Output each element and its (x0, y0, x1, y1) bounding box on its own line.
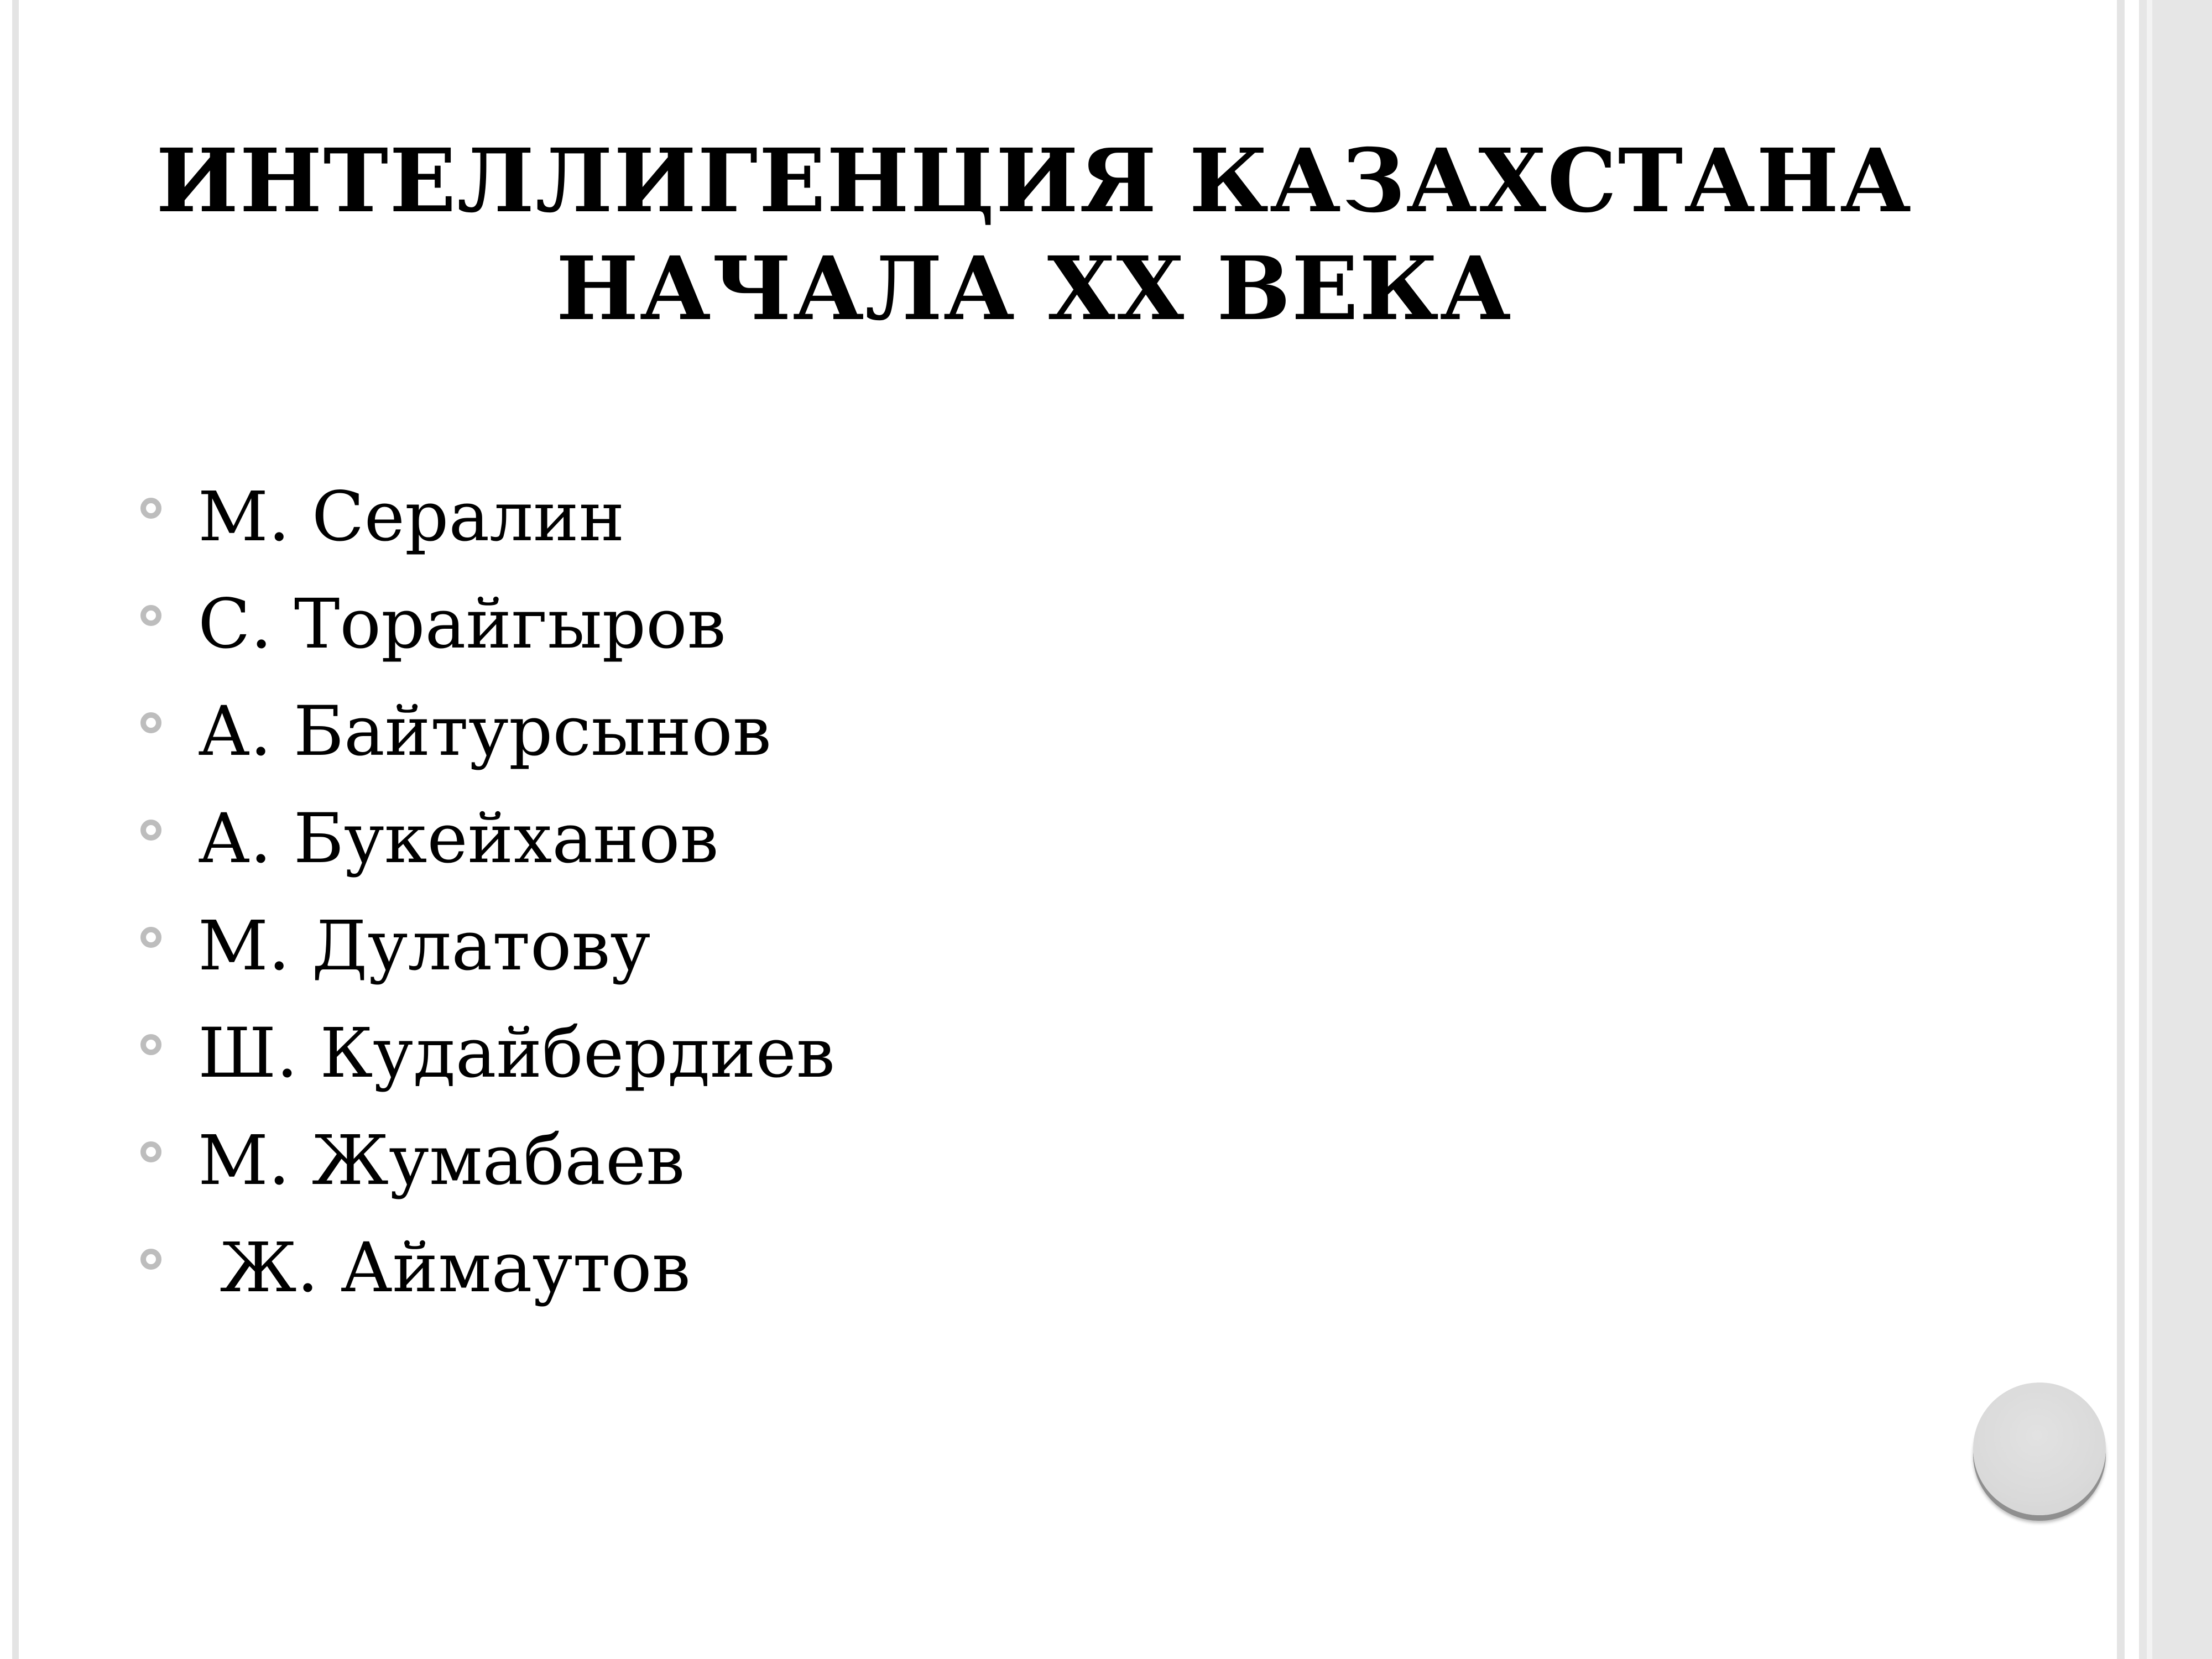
list-item (0, 797, 1106, 902)
list-item (0, 905, 1106, 1010)
hollow-circle-bullet-icon (140, 1034, 161, 1055)
list-item (0, 1227, 1106, 1332)
list-item (0, 476, 1106, 581)
slide-title (155, 127, 1913, 343)
hollow-circle-bullet-icon (140, 605, 161, 626)
hollow-circle-bullet-icon (140, 498, 161, 519)
list-item (0, 690, 1106, 795)
list-item-text: А. Букейханов (198, 799, 719, 879)
list-item (0, 1012, 1106, 1117)
right-frame-bar (2139, 0, 2212, 1659)
right-frame-gap (2125, 0, 2139, 1659)
list-item-text: Ж. Аймаутов (198, 1228, 691, 1308)
hollow-circle-bullet-icon (140, 927, 161, 948)
hollow-circle-bullet-icon (140, 1141, 161, 1162)
list-item-text: А. Байтурсынов (198, 692, 771, 771)
circle-button-icon[interactable] (1973, 1383, 2106, 1515)
hollow-circle-bullet-icon (140, 712, 161, 733)
list-item (0, 1119, 1106, 1224)
right-frame-line (2117, 0, 2125, 1659)
hollow-circle-bullet-icon (140, 820, 161, 841)
list-item-text: М. Сералин (198, 477, 625, 557)
list-item-text: М. Дулатову (198, 906, 651, 986)
slide-title-line-2: НАЧАЛА XX ВЕКА (556, 238, 1512, 340)
list-item (0, 583, 1106, 688)
list-item-text: С. Торайгыров (198, 585, 726, 664)
list-item-text: М. Жумабаев (198, 1121, 685, 1201)
list-item-text: Ш. Кудайбердиев (198, 1014, 835, 1093)
hollow-circle-bullet-icon (140, 1249, 161, 1270)
slide-title-line-1: ИНТЕЛЛИГЕНЦИЯ КАЗАХСТАНА (156, 130, 1912, 232)
